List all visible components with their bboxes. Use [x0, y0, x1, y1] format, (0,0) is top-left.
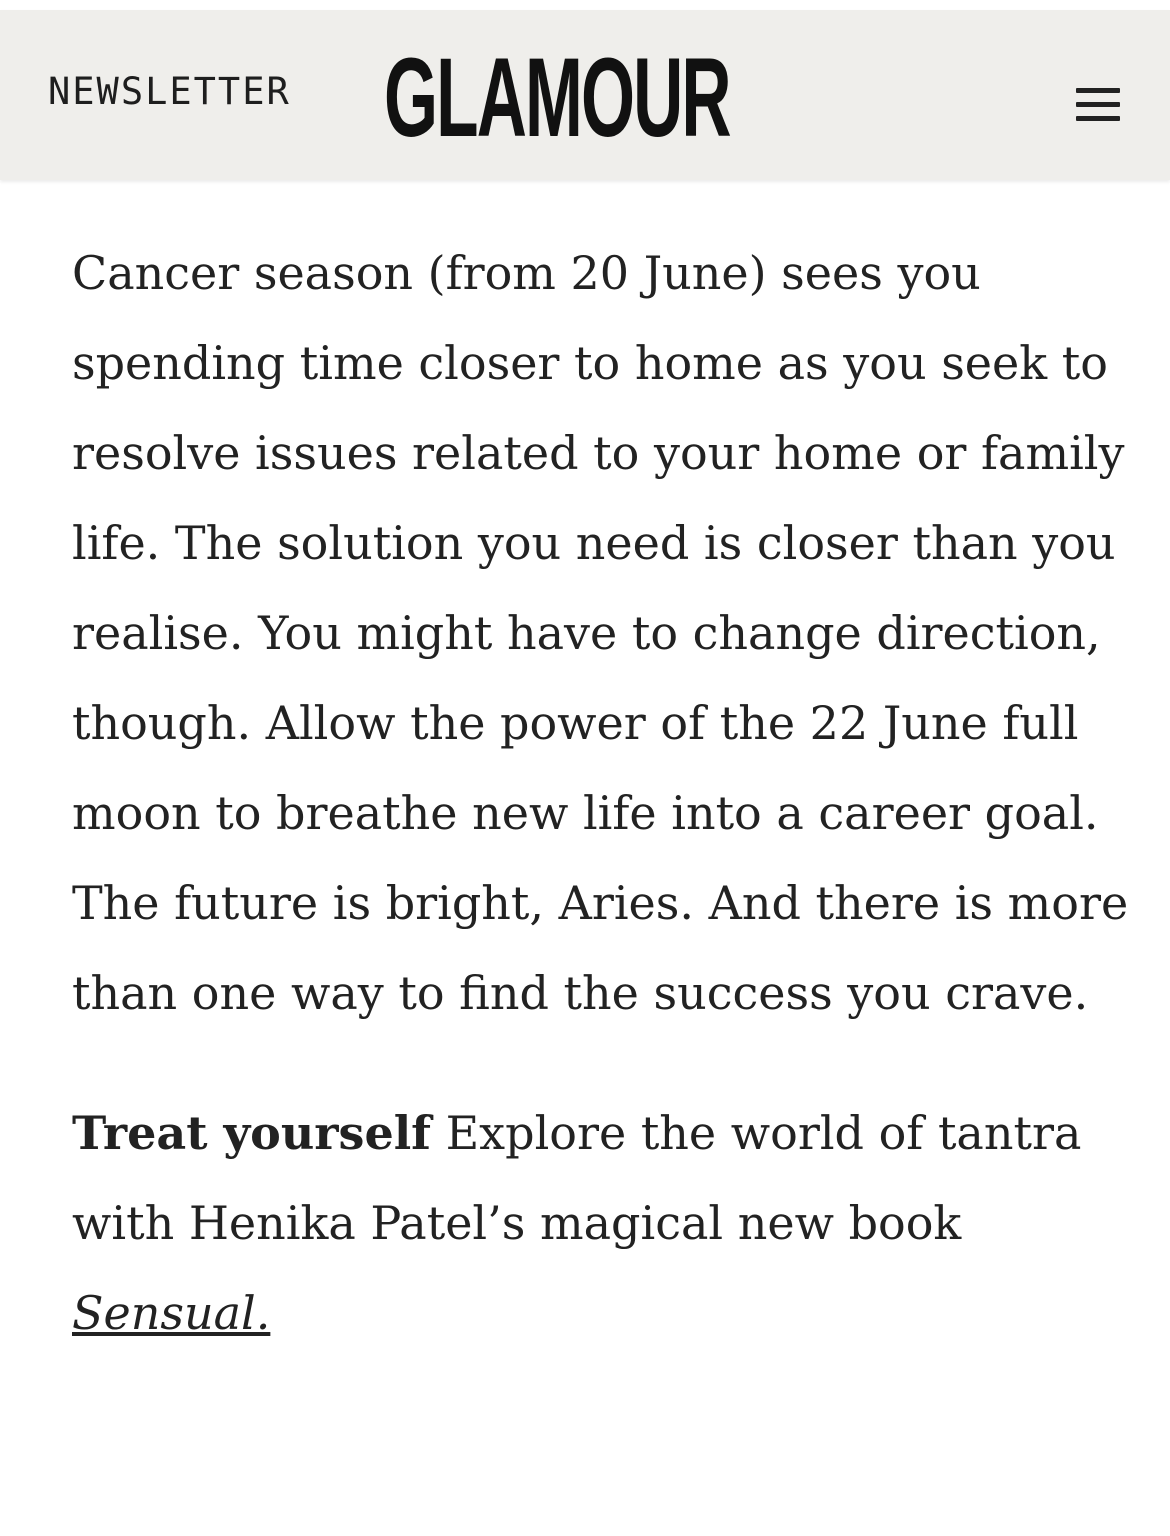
newsletter-link[interactable]: NEWSLETTER	[48, 70, 291, 113]
treat-yourself-paragraph	[72, 1088, 1132, 1358]
site-header	[0, 10, 1170, 180]
menu-line	[1076, 88, 1120, 93]
menu-line	[1076, 116, 1120, 121]
article-body	[72, 228, 1132, 1358]
horoscope-paragraph: Cancer season (from 20 June) sees you spending time closer to home as you seek to resolve issues related to your home or family life. The solution you need is closer than you realise. You might have to change direction, though. Allow the power of the 22 June full moon to breathe new life into a career goal. The future is bright, Aries. And there is more than one way to find the success you crave.	[72, 246, 1129, 1020]
book-link-sensual[interactable]: Sensual.	[72, 1286, 271, 1340]
glamour-logo[interactable]: GLAMOUR	[384, 35, 730, 160]
treat-yourself-heading: Treat yourself	[72, 1106, 431, 1160]
treat-yourself-text: Explore the world of tantra with Henika Patel’s magical new book	[72, 1106, 1082, 1250]
menu-line	[1076, 102, 1120, 107]
hamburger-menu-icon[interactable]	[1072, 84, 1122, 124]
